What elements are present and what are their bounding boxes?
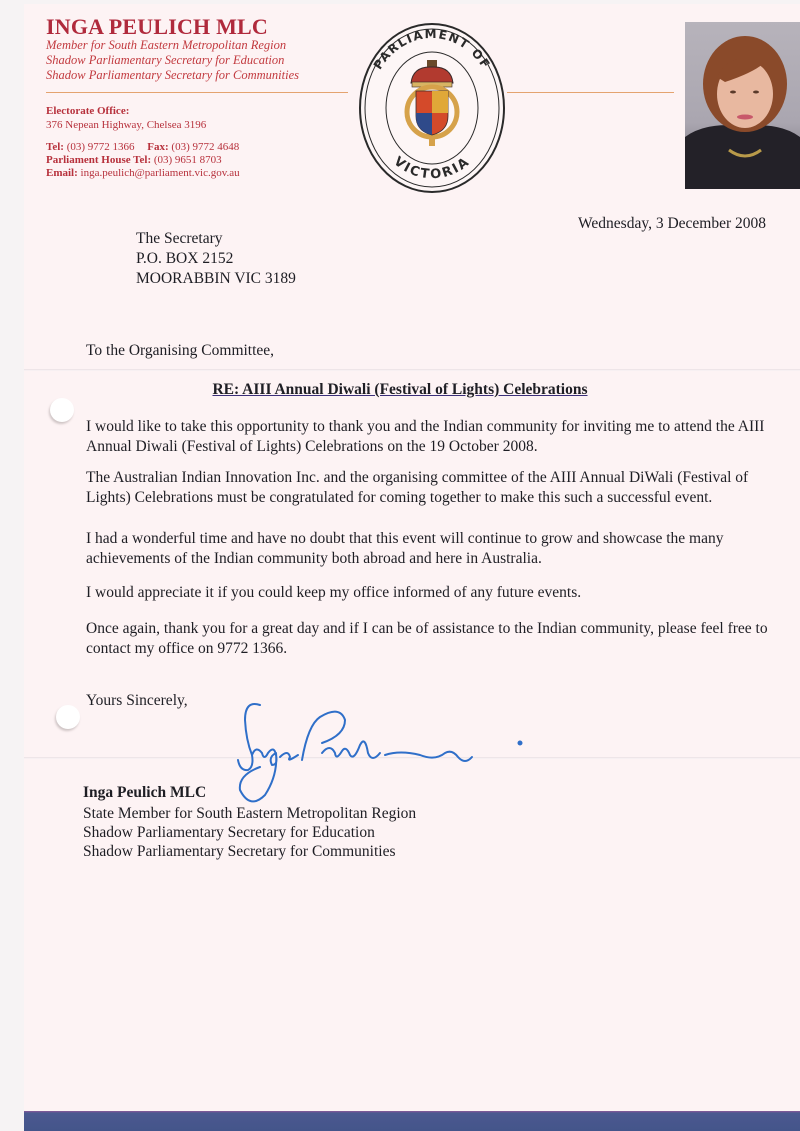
office-address: 376 Nepean Highway, Chelsea 3196 bbox=[46, 119, 207, 131]
letterhead-role: Shadow Parliamentary Secretary for Education bbox=[46, 53, 285, 67]
fax-value: (03) 9772 4648 bbox=[171, 141, 240, 153]
signatory-role: Shadow Parliamentary Secretary for Education bbox=[83, 824, 375, 841]
tel-label: Tel: bbox=[46, 141, 64, 153]
fold-line bbox=[24, 369, 800, 371]
punch-hole bbox=[56, 705, 80, 729]
body-paragraph: I would appreciate it if you could keep my office informed of any future events. bbox=[86, 584, 582, 601]
recipient-line: The Secretary bbox=[136, 230, 223, 247]
signatory-name: Inga Peulich MLC bbox=[83, 784, 207, 801]
body-paragraph: I would like to take this opportunity to thank you and the Indian community for inviting me to attend the AIII Annual Diwali (Festival of Lights) Celebrations on the 19 October 2008. bbox=[86, 418, 765, 455]
recipient-line: MOORABBIN VIC 3189 bbox=[136, 270, 296, 287]
body-paragraph: I had a wonderful time and have no doubt that this event will continue to grow and showcase the many achievements of the Indian community both abroad and here in Australia. bbox=[86, 530, 724, 567]
signatory-roles bbox=[83, 804, 416, 861]
electorate-office bbox=[46, 104, 206, 132]
letterhead-rule-left bbox=[46, 92, 348, 93]
tel-value: (03) 9772 1366 bbox=[66, 141, 135, 153]
letterhead-name: INGA PEULICH MLC bbox=[46, 14, 268, 39]
footer-band bbox=[24, 1111, 800, 1131]
salutation: To the Organising Committee, bbox=[86, 342, 275, 359]
subject-line: RE: AIII Annual Diwali (Festival of Lights) Celebrations bbox=[212, 381, 588, 398]
shield-icon bbox=[416, 91, 448, 135]
punch-hole bbox=[50, 398, 74, 422]
letter-date: Wednesday, 3 December 2008 bbox=[578, 215, 766, 232]
contact-details bbox=[46, 141, 240, 180]
closing: Yours Sincerely, bbox=[86, 692, 188, 709]
fax-label: Fax: bbox=[147, 141, 169, 153]
recipient-address bbox=[136, 229, 296, 289]
seal-text-top: PARLIAMENT OF bbox=[370, 26, 494, 72]
body-paragraph: The Australian Indian Innovation Inc. and the organising committee of the AIII Annual DiWali (Festival of Lights) Celebrations must be congratulated for coming together to make this such a successful event. bbox=[86, 469, 749, 506]
body-paragraph: Once again, thank you for a great day and if I can be of assistance to the Indian community, please feel free to contact my office on 9772 1366. bbox=[86, 620, 768, 657]
recipient-line: P.O. BOX 2152 bbox=[136, 250, 234, 267]
letterhead-role: Shadow Parliamentary Secretary for Communities bbox=[46, 68, 299, 82]
parliament-seal bbox=[355, 20, 510, 195]
member-photo bbox=[685, 22, 800, 189]
office-label: Electorate Office: bbox=[46, 105, 130, 117]
signatory-role: State Member for South Eastern Metropolitan Region bbox=[83, 805, 417, 822]
letterhead-rule-right bbox=[507, 92, 674, 93]
email-label: Email: bbox=[46, 167, 78, 179]
letterhead-role: Member for South Eastern Metropolitan Region bbox=[46, 38, 287, 52]
letterhead-roles bbox=[46, 38, 299, 83]
email-value[interactable]: inga.peulich@parliament.vic.gov.au bbox=[80, 167, 240, 179]
signatory-role: Shadow Parliamentary Secretary for Communities bbox=[83, 843, 396, 860]
seal-text-bottom: VICTORIA bbox=[390, 154, 474, 183]
parliament-tel-label: Parliament House Tel: bbox=[46, 154, 152, 166]
handwritten-signature bbox=[190, 695, 540, 815]
parliament-tel-value: (03) 9651 8703 bbox=[153, 154, 222, 166]
